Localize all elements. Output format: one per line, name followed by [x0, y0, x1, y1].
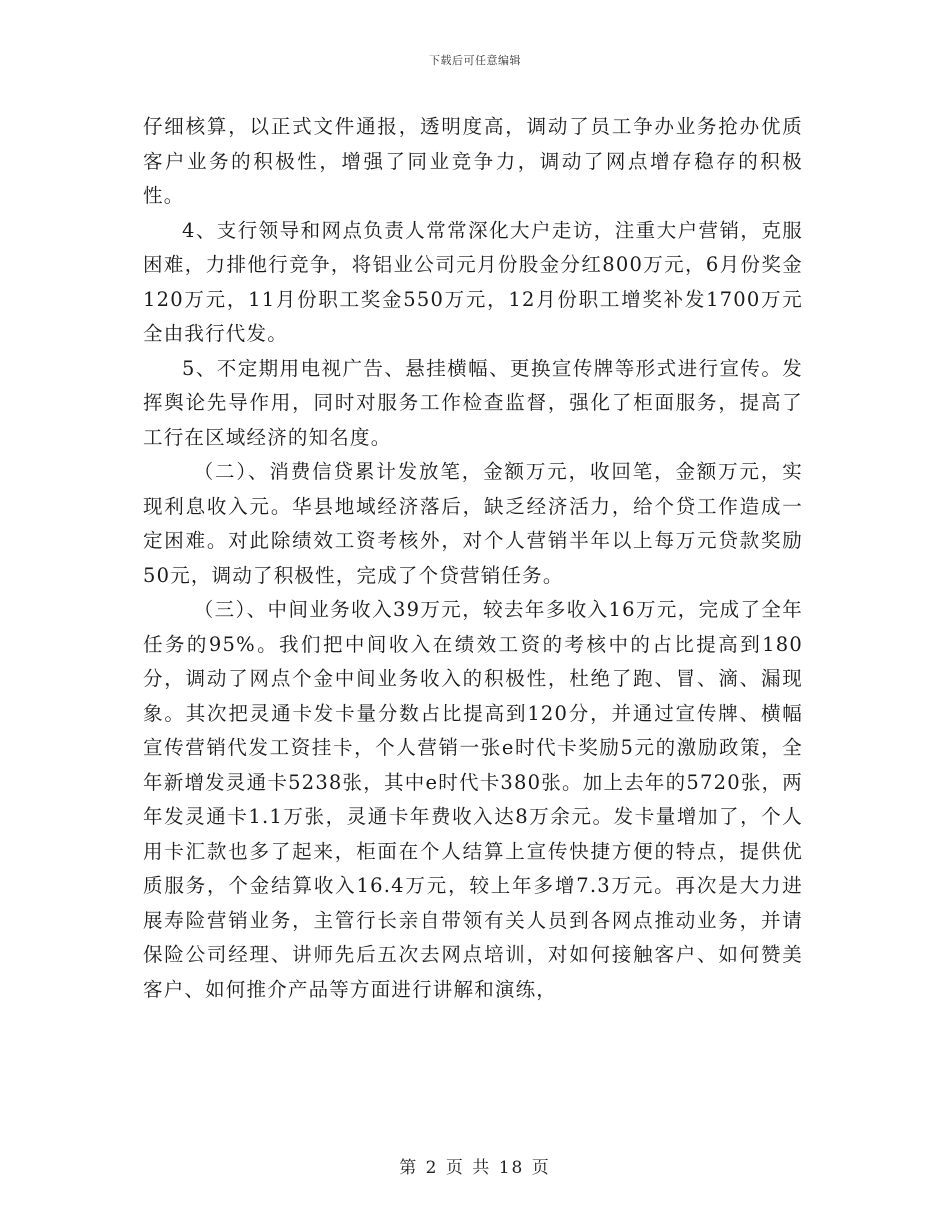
document-body — [143, 110, 803, 1007]
paragraph-item-5: 5、不定期用电视广告、悬挂横幅、更换宣传牌等形式进行宣传。发挥舆论先导作用，同时对服务工作检查监督，强化了柜面服务，提高了工行在区域经济的知名度。 — [143, 356, 803, 449]
page-header: 下载后可任意编辑 — [429, 54, 521, 67]
paragraph-section-2: （二）、消费信贷累计发放笔，金额万元，收回笔，金额万元，实现利息收入元。华县地域经济落后，缺乏经济活力，给个贷工作造成一定困难。对此除绩效工资考核外，对个人营销半年以上每万元贷款奖励50元，调动了积极性，完成了个贷营销任务。 — [143, 460, 803, 587]
paragraph-continuation: 仔细核算，以正式文件通报，透明度高，调动了员工争办业务抢办优质客户业务的积极性，增强了同业竞争力，调动了网点增存稳存的积极性。 — [143, 115, 803, 207]
page-footer: 第 2 页 共 18 页 — [399, 1158, 551, 1178]
paragraph-section-3: （三）、中间业务收入39万元，较去年多收入16万元，完成了全年任务的95%。我们把中间收入在绩效工资的考核中的占比提高到180分，调动了网点个金中间业务收入的积极性，杜绝了跑、冒、滴、漏现象。其次把灵通卡发卡量分数占比提高到120分，并通过宣传牌、横幅宣传营销代发工资挂卡，个人营销一张e时代卡奖励5元的激励政策，全年新增发灵通卡5238张，其中e时代卡380张。加上去年的5720张，两年发灵通卡1.1万张，灵通卡年费收入达8万余元。发卡量增加了，个人用卡汇款也多了起来，柜面在个人结算上宣传快捷方便的特点，提供优质服务，个金结算收入16.4万元，较上年多增7.3万元。再次是大力进展寿险营销业务，主管行长亲自带领有关人员到各网点推动业务，并请保险公司经理、讲师先后五次去网点培训，对如何接触客户、如何赞美客户、如何推介产品等方面进行讲解和演练， — [143, 598, 803, 1001]
paragraph-item-4: 4、支行领导和网点负责人常常深化大户走访，注重大户营销，克服困难，力排他行竞争，将铝业公司元月份股金分红800万元，6月份奖金120万元，11月份职工奖金550万元，12月份职工增奖补发1700万元全由我行代发。 — [143, 218, 803, 345]
